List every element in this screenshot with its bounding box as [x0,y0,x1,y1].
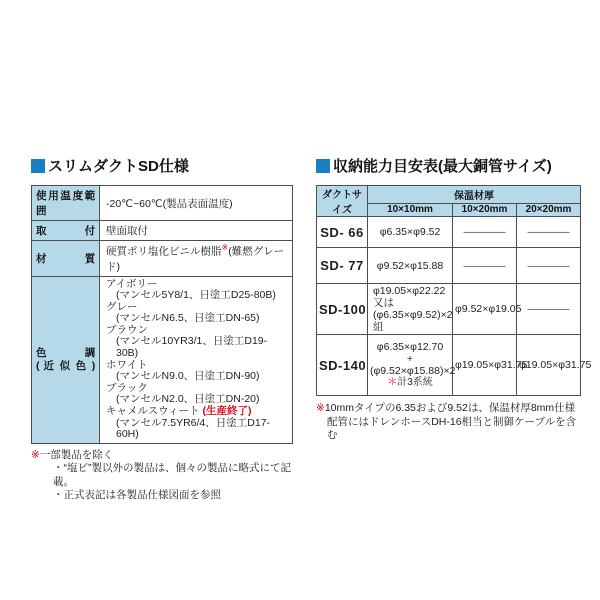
table-row-sd100 [317,284,581,335]
spec-value-mounting: 壁面取付 [100,221,293,241]
pipe-size-line: (φ9.52×φ15.88)×2 [370,365,456,377]
cell-10x20: φ9.52×φ19.05 [453,284,517,335]
spec-label-mounting: 取 付 [32,221,100,241]
color-label-line2: ( 近 似 色 ) [36,359,95,372]
color-name: ホワイト [106,358,148,371]
color-munsell: (マンセルN2.0、日塗工DN-20) [116,393,260,406]
capacity-section [316,155,592,443]
footnote-bullet: ・正式表記は各製品仕様図面を参照 [53,489,221,502]
capacity-title-text: 収納能力目安表(最大銅管サイズ) [333,158,552,175]
cell-10x10: φ6.35×φ9.52 [368,217,453,248]
duct-size: SD- 77 [317,248,368,284]
color-name-discontinued [106,406,286,418]
table-row-sd140 [317,335,581,396]
capacity-header-row1 [317,186,581,204]
spec-row-material [32,241,293,277]
footnote-bullet: ・“塩ビ”製以外の製品は、個々の製品に略式にて記載。 [53,462,291,488]
cell-20x20-empty: ———— [517,217,581,248]
col-header-10x20: 10×20mm [453,203,517,216]
material-text: 硬質ポリ塩化ビニル樹脂 [106,245,222,258]
capacity-footnote-line2: 配管にはドレンホースDH-16相当と制御ケーブルを含む [327,415,577,441]
duct-size: SD- 66 [317,217,368,248]
spec-footnote [31,449,293,503]
cell-10x20-empty: ———— [453,248,517,284]
pipe-size-line: φ6.35×φ12.70 [376,341,444,353]
cell-10x10 [368,284,453,335]
capacity-section-title [316,155,582,176]
footnote-text: 10mmタイプの6.35および9.52は、保温材厚8mm仕様 [324,402,576,414]
color-label-line1: 色 調 [36,346,95,359]
spec-table [31,185,293,444]
spec-label-temperature: 使用温度範囲 [32,186,100,221]
material-footnote-mark: ※ [221,243,229,252]
systems-note [370,377,450,389]
cell-10x20: φ19.05×φ31.75 [453,335,517,396]
pipe-size-line: + [406,353,414,365]
section-marker-icon [31,159,45,173]
note-text: 計3系統 [397,377,433,388]
col-header-duct-size: ダクトサイズ [317,186,368,217]
col-header-10x10: 10×10mm [368,203,453,216]
capacity-footnote [316,402,582,443]
spec-value-material [100,241,293,277]
color-name: ブラウン [106,323,148,336]
table-row-sd77 [317,248,581,284]
capacity-table [316,185,592,396]
cell-20x20-empty: ———— [517,284,581,335]
color-name: グレー [106,300,138,313]
pipe-size-line: φ19.05×φ22.22又は [373,285,446,309]
color-list [100,276,293,443]
color-name: ブラック [106,381,148,394]
spec-label-color [32,276,100,443]
spec-section-title [31,155,293,176]
footnote-mark: ※ [316,402,325,414]
cell-10x10 [368,335,456,396]
col-header-insulation: 保温材厚 [368,186,581,204]
cell-20x20-empty: ———— [517,248,581,284]
color-munsell: (マンセル10YR3/1、日塗工D19-30B) [116,335,268,360]
pipe-size-line: (φ6.35×φ9.52)×2組 [373,309,453,333]
spec-row-color [32,276,293,443]
cell-20x20: φ19.05×φ31.75 [517,335,581,396]
color-munsell: (マンセル7.5YR6/4、日塗工D17-60H) [116,416,271,441]
table-row-sd66 [317,217,581,248]
color-munsell: (マンセル5Y8/1、日塗工D25-80B) [116,289,276,302]
duct-size: SD-100 [317,284,368,335]
spec-footnote-bullets [31,462,293,503]
spec-row-mounting [32,221,293,241]
duct-size: SD-140 [317,335,368,396]
spec-section [31,155,293,503]
cell-10x10: φ9.52×φ15.88 [368,248,453,284]
spec-footnote-lead [31,449,293,463]
discontinued-badge: (生産終了) [202,405,252,418]
cell-10x20-empty: ———— [453,217,517,248]
spec-value-temperature: -20℃~60℃(製品表面温度) [100,186,293,221]
color-munsell: (マンセルN6.5、日塗工DN-65) [116,312,260,325]
color-name: キャメルスウィート [106,405,200,418]
color-name: アイボリー [106,277,158,290]
material-grade-text: (難燃グレード) [106,245,285,273]
footnote-text: 一部製品を除く [39,448,114,461]
spec-title-text: スリムダクトSD仕様 [48,158,189,175]
spec-row-temperature [32,186,293,221]
section-marker-icon [316,159,330,173]
spec-label-material: 材 質 [32,241,100,277]
col-header-20x20: 20×20mm [517,203,581,216]
capacity-footnote-line1 [316,402,582,416]
footnote-mark: ※ [31,448,40,461]
color-munsell: (マンセルN9.0、日塗工DN-90) [116,370,260,383]
note-mark: ＊ [387,377,398,388]
